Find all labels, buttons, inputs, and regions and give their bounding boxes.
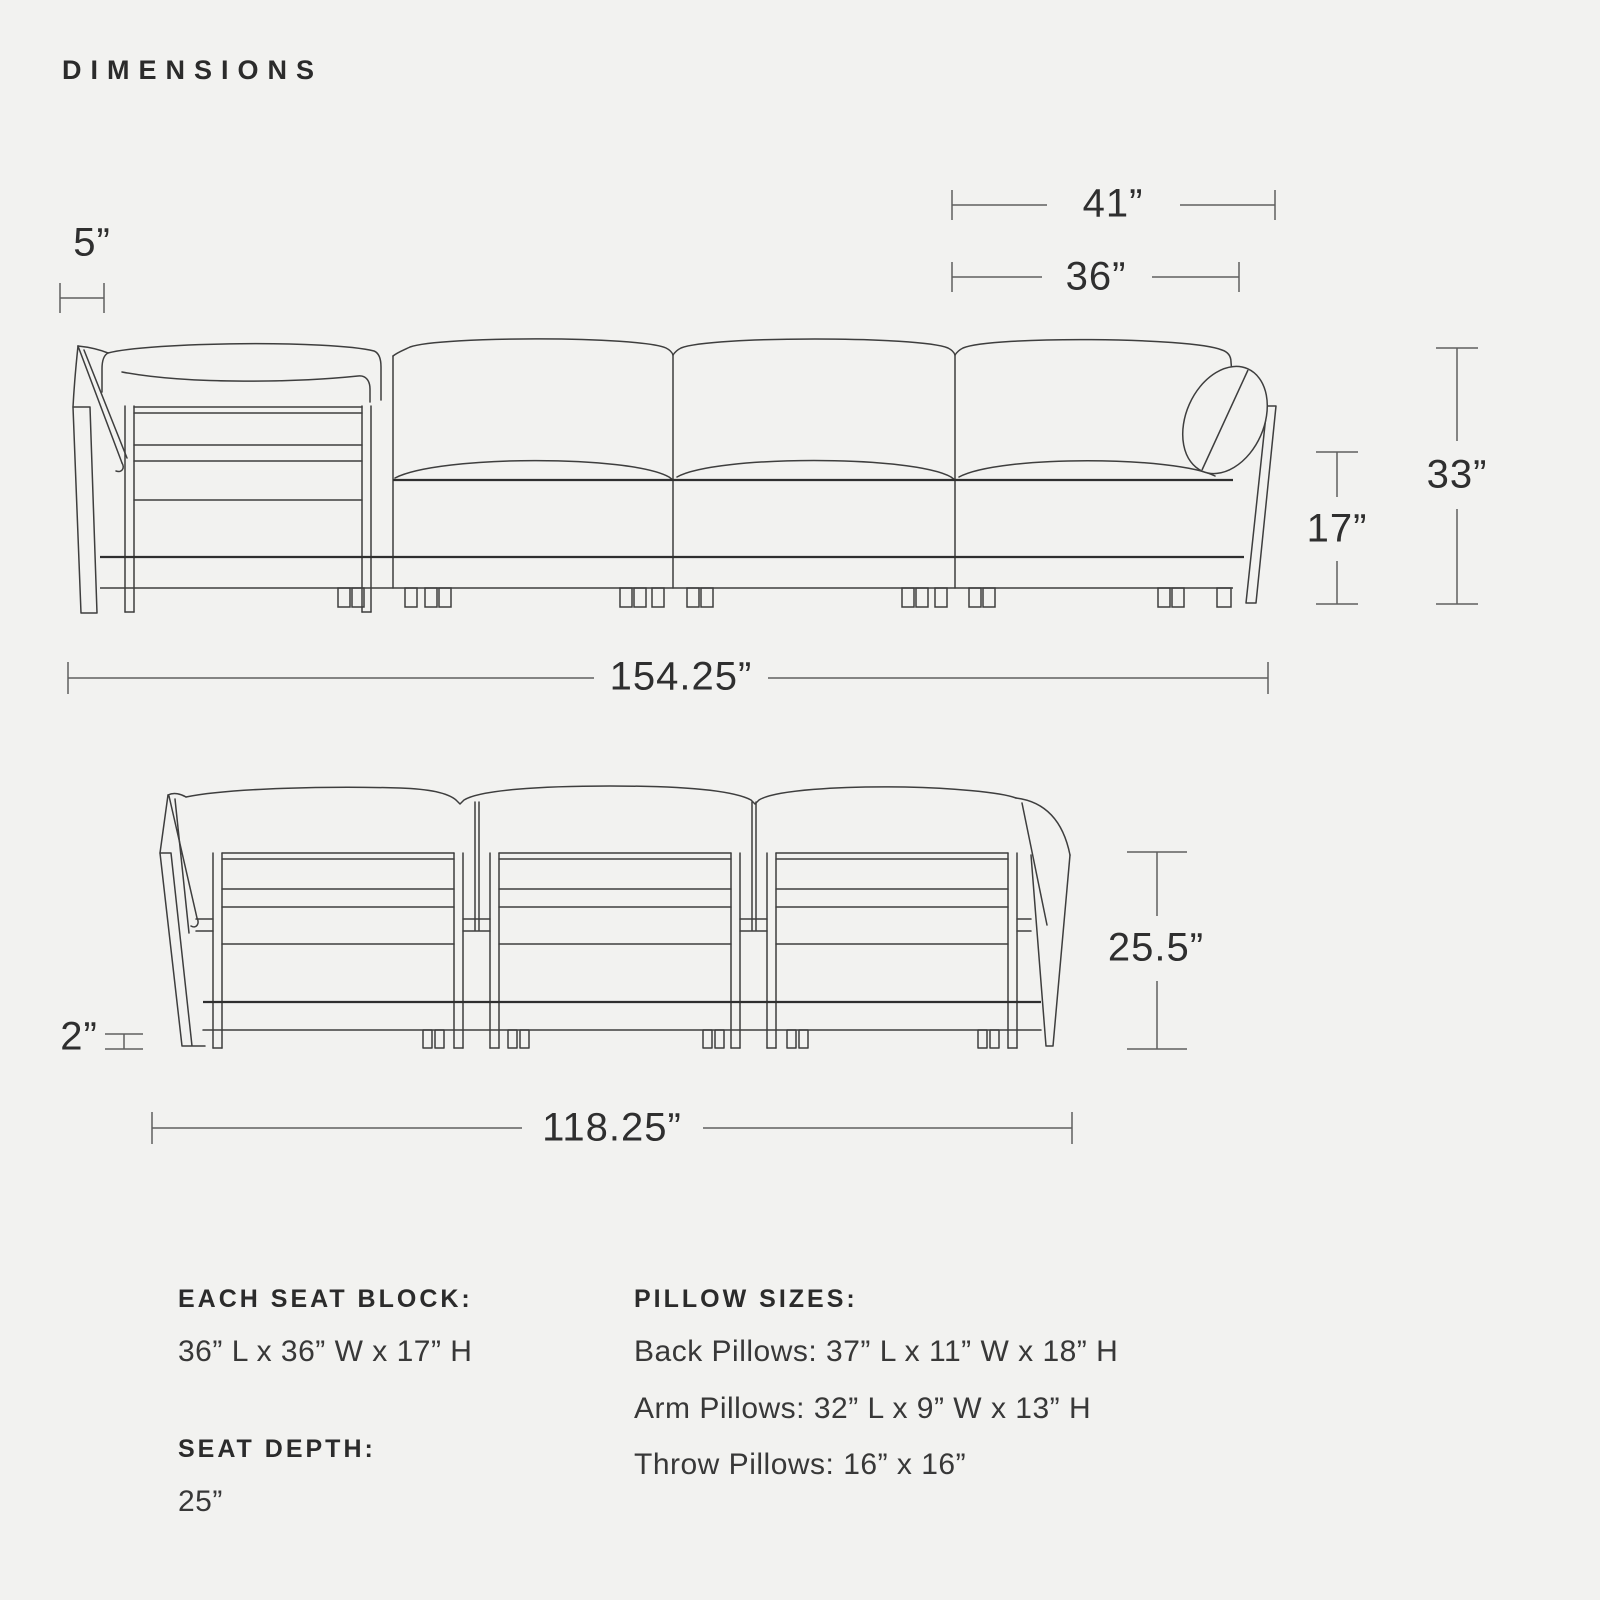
- dim-label-seat-height: 17”: [1306, 506, 1368, 551]
- back-view-drawing: [160, 786, 1070, 1048]
- dim-label-module-width: 36”: [1065, 254, 1127, 299]
- dim-label-overall-width-back: 118.25”: [542, 1105, 682, 1150]
- dim-label-overall-height: 33”: [1426, 452, 1488, 497]
- front-feet: [338, 588, 1231, 607]
- pillow-size-arm: Arm Pillows: 32” L x 9” W x 13” H: [634, 1392, 1092, 1425]
- seat-block-heading: EACH SEAT BLOCK:: [178, 1285, 473, 1313]
- seat-block-value: 36” L x 36” W x 17” H: [178, 1335, 473, 1368]
- pillow-size-back: Back Pillows: 37” L x 11” W x 18” H: [634, 1335, 1119, 1368]
- pillow-sizes-heading: PILLOW SIZES:: [634, 1285, 858, 1313]
- back-feet: [423, 1030, 999, 1048]
- dim-label-arm-width: 5”: [73, 220, 111, 265]
- dim-label-back-height: 25.5”: [1107, 925, 1205, 970]
- dim-label-overall-width-front: 154.25”: [609, 654, 753, 699]
- seat-depth-value: 25”: [178, 1485, 223, 1518]
- front-view-heavy-lines: [100, 480, 1244, 557]
- front-view-drawing: [73, 339, 1276, 613]
- front-view-base-and-feet: [100, 588, 1233, 607]
- seat-depth-heading: SEAT DEPTH:: [178, 1435, 376, 1463]
- pillow-size-throw: Throw Pillows: 16” x 16”: [634, 1448, 967, 1481]
- dim-label-foot-height: 2”: [60, 1014, 98, 1059]
- page-title: DIMENSIONS: [62, 55, 324, 85]
- dim-label-module-with-arm: 41”: [1082, 181, 1144, 226]
